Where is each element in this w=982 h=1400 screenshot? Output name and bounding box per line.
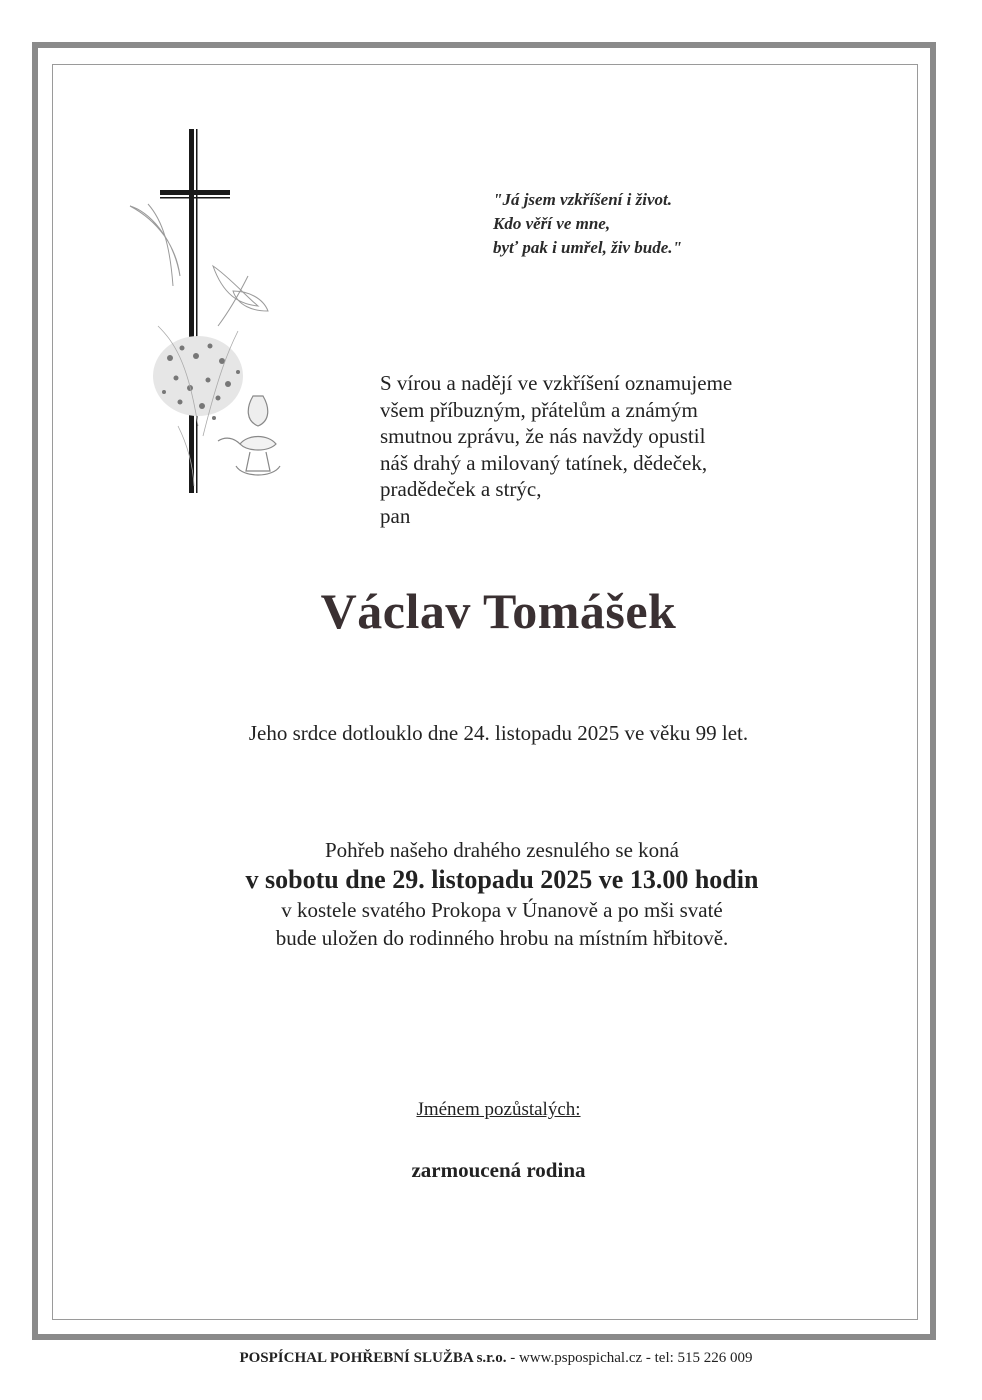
signoff-label-text: Jménem pozůstalých: [416,1099,581,1120]
signoff-label [0,1099,982,1121]
quote-line: byť pak i umřel, živ bude." [493,238,682,257]
announcement-line: S vírou a nadějí ve vzkříšení oznamujeme [380,371,733,395]
announcement-line: pan [380,503,411,528]
funeral-details [0,836,982,952]
oil-lamp-icon [218,396,280,475]
death-date-line: Jeho srdce dotlouklo dne 24. listopadu 2025 ve věku 99 let. [248,721,749,745]
footer-company: POSPÍCHAL POHŘEBNÍ SLUŽBA s.r.o. [239,1350,507,1366]
funeral-place-line: bude uložen do rodinného hrobu na místním hřbitově. [275,926,729,950]
announcement-line: smutnou zprávu, že nás navždy opustil [380,424,706,448]
announcement-text [380,370,840,529]
announcement-line: pradědeček a strýc, [380,477,542,501]
footer [0,1350,982,1367]
announcement-line: všem příbuzným, přátelům a známým [380,397,698,422]
announcement-line: náš drahý a milovaný tatínek, dědeček, [380,450,708,475]
signoff-family: zarmoucená rodina [411,1158,586,1182]
calla-lily-icon [130,204,268,326]
flower-bouquet-icon [153,326,243,486]
funeral-intro: Pohřeb našeho drahého zesnulého se koná [325,838,679,862]
funeral-date-time: v sobotu dne 29. listopadu 2025 ve 13.00 hodin [245,865,759,894]
bible-quote [493,188,853,260]
funeral-place-line: v kostele svatého Prokopa v Únanově a po mši svaté [281,898,723,922]
cross-and-flowers-illustration [118,126,308,498]
cross-icon [160,129,230,493]
deceased-name: Václav Tomášek [320,583,677,639]
footer-contact: - www.pspospichal.cz - tel: 515 226 009 [510,1350,753,1366]
quote-line: "Já jsem vzkříšení i život. [493,190,672,209]
quote-line: Kdo věří ve mne, [493,214,611,233]
